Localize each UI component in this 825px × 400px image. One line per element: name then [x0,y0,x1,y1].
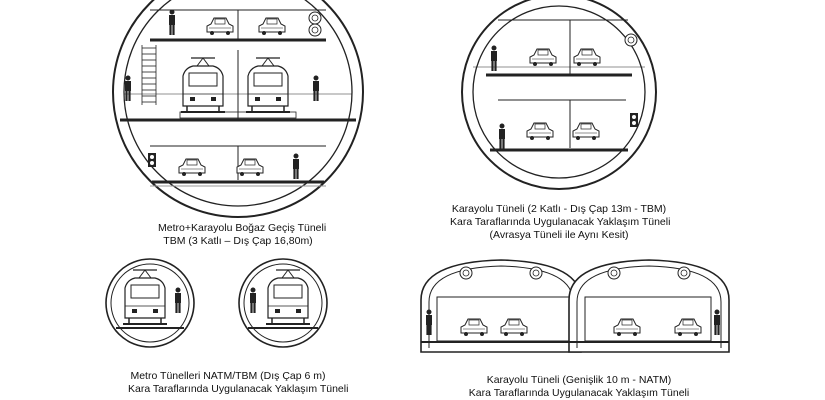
big-tunnel-section [113,0,363,217]
two-level-road-tunnel-section [462,0,656,189]
caption-line: TBM (3 Katlı – Dış Çap 16,80m) [163,235,313,247]
fan-icon [608,267,620,279]
fan-icon [625,34,637,46]
caption-two-level-road-tunnel [450,203,671,242]
fan-icon [309,12,321,24]
fan-icon [309,24,321,36]
metro-tunnel-section-right [239,259,327,347]
signal-icon [148,153,156,167]
caption-line: Kara Taraflarında Uygulanacak Yaklaşım Tüneli [450,216,671,228]
caption-big-tunnel [158,222,327,248]
metro-tunnel-section-left [106,259,194,347]
signal-icon [630,113,638,127]
caption-line: Metro+Karayolu Boğaz Geçiş Tüneli [158,222,327,234]
caption-natm-road-tunnel [465,374,693,400]
natm-tunnel-section-left [421,260,581,352]
fan-icon [460,267,472,279]
caption-line: Kara Taraflarında Uygulanacak Yaklaşım Tüneli [128,383,349,395]
natm-tunnel-section-right [569,260,729,352]
caption-metro-tunnels [128,370,349,396]
caption-line: (Avrasya Tüneli ile Aynı Kesit) [489,229,629,241]
caption-line: Kara Taraflarında Uygulanacak Yaklaşım Tüneli [468,387,690,399]
fan-icon [678,267,690,279]
caption-line: Metro Tünelleri NATM/TBM (Dış Çap 6 m) [130,370,326,382]
fan-icon [530,267,542,279]
caption-line: Karayolu Tüneli (2 Katlı - Dış Çap 13m - TBM) [451,203,667,215]
caption-line: Karayolu Tüneli (Genişlik 10 m - NATM) [486,374,672,386]
